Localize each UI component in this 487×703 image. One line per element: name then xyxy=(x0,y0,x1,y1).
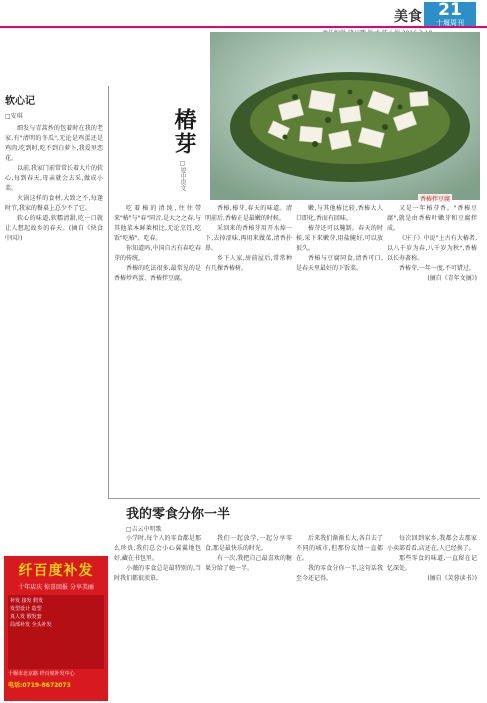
ad-title: 纤百度补发 xyxy=(18,563,94,579)
chunya-article-title: 椿芽 xyxy=(171,108,196,156)
advertisement[interactable] xyxy=(4,556,108,701)
paragraph: 《庄子》中说"上古有大椿者,以八千岁为春,八千岁为秋",香椿以长寿著称。 xyxy=(387,235,477,262)
snack-signature: (摘自《芙蓉读书》) xyxy=(427,575,477,582)
paragraph: 细发与青蒿炒的包着时在我的老家,有"清明的冬瓜",无论是鸡蛋还是鸡肉,吃到时,吃不到白萝卜,我爱里恋花。 xyxy=(5,125,103,162)
chunya-signature: (摘自《青年文摘》) xyxy=(427,275,477,282)
tofu-chunya-image xyxy=(210,32,480,200)
left-article-title: 软心记 xyxy=(5,96,35,107)
paragraph: 我的零食分你一半,这句话我至今还记得。 xyxy=(296,565,383,582)
paragraph: 小薇的零食总是最特别的,当时我们都很羡慕。 xyxy=(114,565,201,582)
food-photo xyxy=(210,32,480,200)
snack-column-4 xyxy=(387,534,477,584)
left-article-byline: □安琪 xyxy=(5,113,23,120)
chunya-article-author: □晏中贵文 xyxy=(179,160,186,191)
paragraph: 那些零食的味道,一直留在记忆深处。 xyxy=(387,555,477,572)
paragraph: 有一次,我把自己最喜欢的糖果分给了她一半。 xyxy=(205,555,292,572)
chunya-column-3 xyxy=(296,204,383,274)
list-item: 真人发 假发套 xyxy=(10,614,42,620)
chunya-column-2 xyxy=(205,204,292,274)
section-divider xyxy=(108,498,480,499)
ad-address: 十堰市北京路 纤百度补发中心 xyxy=(8,671,75,677)
paragraph: 吃着椿的清纯,往往带来"椿"与"春"同音,是大之之春,与其他菜本鲜莱相比,无论烹饪,吃饭"吃椿"、吃春。 xyxy=(114,205,201,242)
paragraph: 小学时,每个人的零食都是那么珍贵,我们总会小心翼翼地包好,藏在书包里。 xyxy=(114,535,201,562)
paragraph: 以前,我家门前常常长着大片的软心,每到春天,母亲就会去采,做成小菜。 xyxy=(5,165,103,192)
snack-column-2 xyxy=(205,534,292,574)
left-column xyxy=(5,92,103,244)
paragraph: 嫩,与其他椿比较,香椿大人口即化,香而有回味。 xyxy=(296,205,383,222)
paragraph: 又是一年椿芽香。"香椿豆腐",就是由香椿叶嫩芽和豆腐拌成。 xyxy=(387,205,477,232)
paragraph: 我们一起放学,一起分享零食,那是最快乐的时光。 xyxy=(205,535,292,552)
page-number-box xyxy=(424,2,476,28)
paragraph: 香椿与豆腐同食,清香可口,是春天里最好的下饭菜。 xyxy=(296,255,383,272)
paragraph: 乡下人家,房前屋后,常常种有几棵香椿树。 xyxy=(205,255,292,272)
paper-name: 十堰周刊 xyxy=(436,19,464,27)
paragraph: 每次回到家乡,我都会去那家小卖部看看,店还在,人已经换了。 xyxy=(387,535,477,552)
snack-column-1 xyxy=(114,534,201,584)
paragraph: 椿芽还可以腌制。春天的时候,采下来嫩芽,用盐腌好,可以放很久。 xyxy=(296,225,383,252)
paragraph: 软心的味道,软糯清甜,吃一口就让人想起故乡的春天。(摘自《快食中国》) xyxy=(5,215,103,242)
paragraph: 香椿的吃法很多,最常见的是香椿炒鸡蛋、香椿拌豆腐。 xyxy=(114,265,201,282)
ad-service-list xyxy=(8,595,104,669)
paragraph: 采回来的香椿芽用开水焯一下,去掉涩味,再用来做菜,清香扑鼻。 xyxy=(205,225,292,252)
paragraph: 香椿芽,一年一度,不可错过。 xyxy=(399,265,475,272)
chunya-column-1 xyxy=(114,204,201,284)
snack-article-title: 我的零食分你一半 xyxy=(126,507,231,522)
ad-phone: 电话:0719-8672073 xyxy=(8,682,71,689)
photo-caption: 香椿拌豆腐 xyxy=(420,196,451,203)
page-number: 21 xyxy=(438,0,462,20)
paragraph: 火锅这样的食材,大致之不,每逢时节,我家的餐桌上总少不了它。 xyxy=(5,195,103,212)
chunya-column-4 xyxy=(387,204,477,284)
snack-column-3 xyxy=(296,534,383,584)
paragraph: 后来我们渐渐长大,各自去了不同的城市,但那份友情一直都在。 xyxy=(296,535,383,562)
list-item: 补发 接发 假发 xyxy=(10,598,44,604)
list-item: 局部补发 全头补发 xyxy=(10,622,52,628)
column-divider xyxy=(108,86,109,498)
ad-subtitle: 十年店庆 惊喜回报 分享美丽 xyxy=(18,584,94,591)
list-item: 发型设计 造型 xyxy=(10,606,42,612)
left-article-body xyxy=(5,124,103,244)
snack-article-author: □吉云中明歌 xyxy=(126,526,162,533)
paragraph: 香椿,椿芽,春天的味道。清明前后,香椿正是最嫩的时候。 xyxy=(205,205,292,222)
section-name: 美食 xyxy=(394,9,422,25)
paragraph: 你知道吗,中国自古有春吃春芽的传统。 xyxy=(114,245,201,262)
